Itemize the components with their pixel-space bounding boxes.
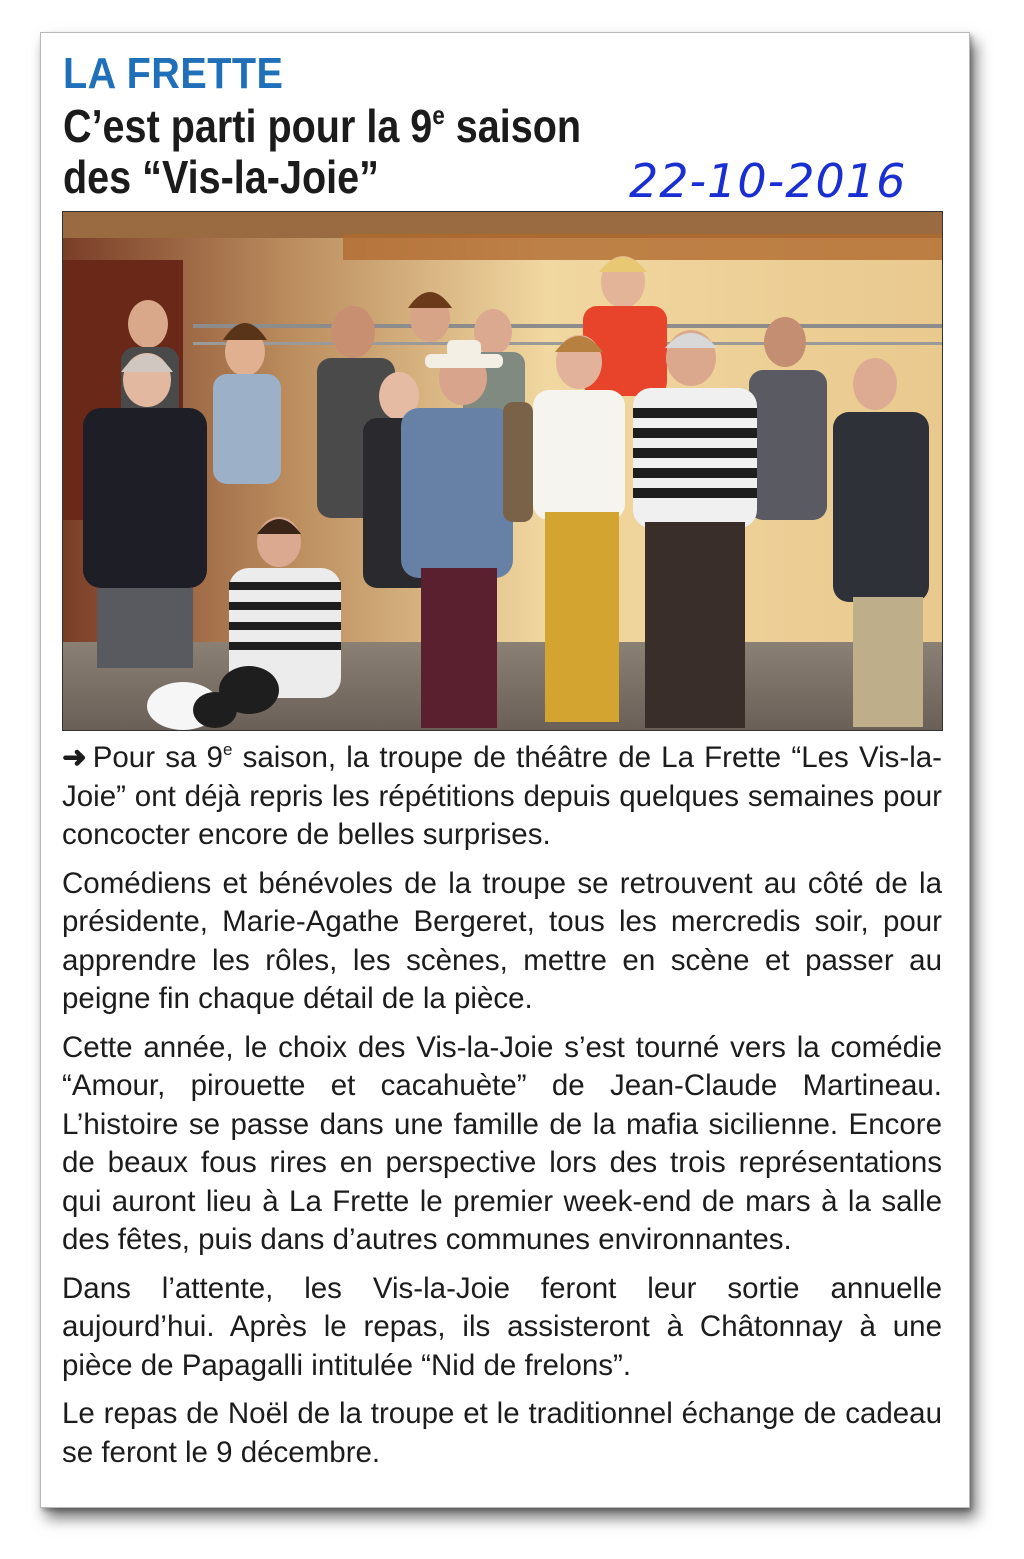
group-photo (62, 211, 943, 731)
headline-line1-end: saison (444, 100, 582, 152)
headline-line1-start: C’est parti pour la 9 (63, 100, 433, 152)
arrow-right-icon: ➜ (62, 741, 87, 774)
article-body (62, 739, 942, 1482)
handwritten-date: 22-10-2016 (629, 154, 907, 208)
paragraph-1-superscript: e (222, 740, 233, 759)
paragraph-4: Dans l’attente, les Vis-la-Joie feront leur sortie annuelle aujourd’hui. Après le repas, ils assisteront à Châtonnay à une pièce de Papagalli intitulée “Nid de frelons”. (62, 1271, 942, 1382)
headline-line2: des “Vis-la-Joie” (63, 151, 379, 203)
headline-superscript: e (432, 100, 445, 130)
section-kicker: LA FRETTE (63, 49, 284, 98)
paragraph-1-rest: saison, la troupe de théâtre de La Frette “Les Vis-la-Joie” ont déjà repris les répétitions depuis quelques semaines pour concocter encore de belles surprises. (62, 741, 942, 851)
paragraph-2: Comédiens et bénévoles de la troupe se retrouvent au côté de la présidente, Marie-Agathe Bergeret, tous les mercredis soir, pour apprendre les rôles, les scènes, mettre en scène et passer au peigne fin chaque détail de la pièce. (62, 866, 942, 1015)
newspaper-clipping (40, 32, 970, 1508)
paragraph-3: Cette année, le choix des Vis-la-Joie s’est tourné vers la comédie “Amour, pirouette et cacahuète” de Jean-Claude Martineau. L’histoire se passe dans une famille de la mafia sicilienne. Encore de beaux fous rires en perspective lors des trois représentations qui auront lieu à La Frette le premier week-end de mars à la salle des fêtes, puis dans d’autres communes environnantes. (62, 1030, 942, 1256)
paragraph-1 (62, 739, 942, 855)
paragraph-5: Le repas de Noël de la troupe et le traditionnel échange de cadeau se feront le 9 décembre. (62, 1397, 942, 1469)
article-headline (63, 101, 581, 203)
paragraph-1-start: Pour sa 9 (92, 741, 223, 774)
group-photo-image (63, 212, 942, 730)
